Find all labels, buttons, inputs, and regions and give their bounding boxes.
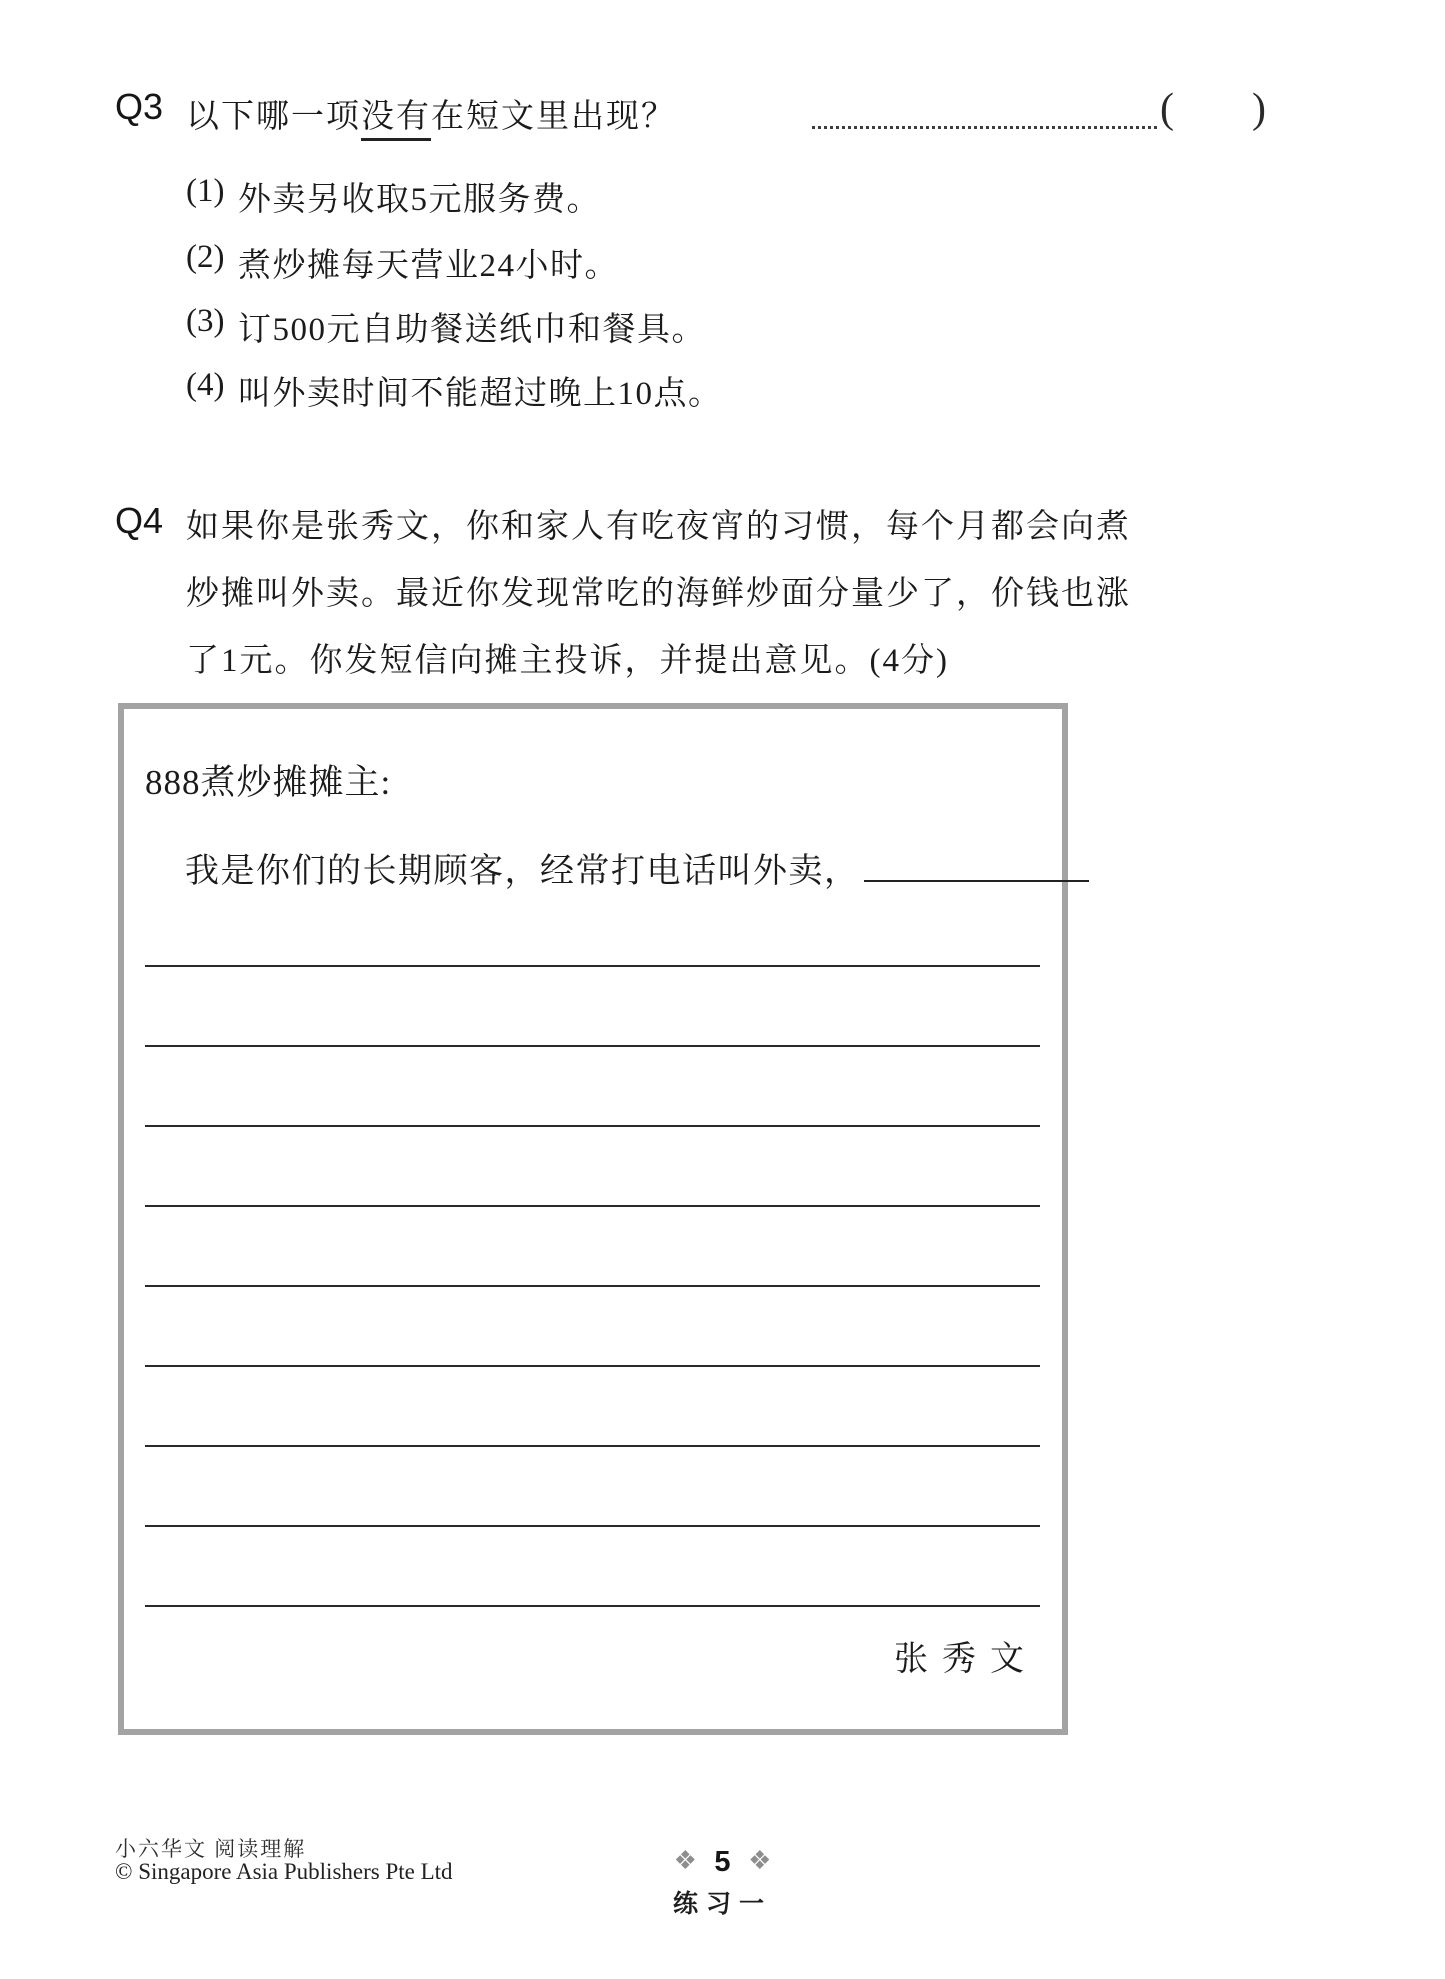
page-ornament-right-icon: ❖: [748, 1846, 772, 1875]
q3-question: [186, 90, 676, 137]
page-number: 5: [714, 1846, 731, 1878]
q3-option-2: [186, 239, 619, 286]
page-ornament-left-icon: ❖: [673, 1846, 697, 1875]
q4-text-line1: 如果你是张秀文，你和家人有吃夜宵的习惯，每个月都会向煮: [186, 509, 1131, 545]
q3-answer-paren-open: (: [1160, 86, 1174, 132]
q3-option-1: [186, 173, 601, 220]
footer-series-title: 小六华文 阅读理解: [115, 1837, 307, 1861]
writing-line: [145, 965, 1040, 967]
q3-option-4-number: (4): [186, 367, 225, 403]
q4-label: Q4: [115, 500, 164, 541]
answer-salutation: 888煮炒摊摊主:: [145, 763, 392, 802]
q4-text-line3: 了1元。你发短信向摊主投诉，并提出意见。(4分): [186, 643, 949, 679]
answer-signature: 张秀文: [894, 1641, 1038, 1678]
q4-text-line2: 炒摊叫外卖。最近你发现常吃的海鲜炒面分量少了，价钱也涨: [186, 576, 1131, 612]
q3-question-post: 在短文里出现？: [431, 99, 676, 135]
q3-option-3-number: (3): [186, 303, 225, 339]
q3-option-1-text: 外卖另收取5元服务费。: [238, 182, 601, 218]
q3-option-1-number: (1): [186, 173, 225, 209]
writing-line: [145, 1205, 1040, 1207]
writing-line: [145, 1045, 1040, 1047]
footer-exercise-label: 练习一: [672, 1891, 772, 1918]
q3-option-4: [186, 367, 723, 414]
q3-option-3: [186, 303, 706, 350]
q3-question-underlined: 没有: [361, 99, 431, 141]
q4-answer-box: [118, 703, 1068, 1735]
q3-answer-paren-close: ): [1252, 86, 1266, 132]
writing-line: [145, 1285, 1040, 1287]
footer-copyright: © Singapore Asia Publishers Pte Ltd: [115, 1859, 453, 1884]
q3-dotted-leader: [812, 102, 1157, 129]
q3-option-3-text: 订500元自助餐送纸巾和餐具。: [238, 312, 706, 348]
q3-option-2-text: 煮炒摊每天营业24小时。: [238, 248, 619, 284]
footer-page-number-row: [0, 1845, 1445, 1879]
writing-line: [145, 1605, 1040, 1607]
writing-line: [145, 1445, 1040, 1447]
writing-lines: [145, 709, 1040, 1729]
q3-question-pre: 以下哪一项: [186, 99, 361, 135]
q3-option-2-number: (2): [186, 239, 225, 275]
writing-line: [145, 1525, 1040, 1527]
q3-option-4-text: 叫外卖时间不能超过晚上10点。: [238, 376, 723, 412]
writing-line: [145, 1125, 1040, 1127]
q3-label: Q3: [115, 86, 164, 127]
answer-opening-text: 我是你们的长期顾客，经常打电话叫外卖，: [185, 853, 860, 890]
writing-line: [145, 1365, 1040, 1367]
